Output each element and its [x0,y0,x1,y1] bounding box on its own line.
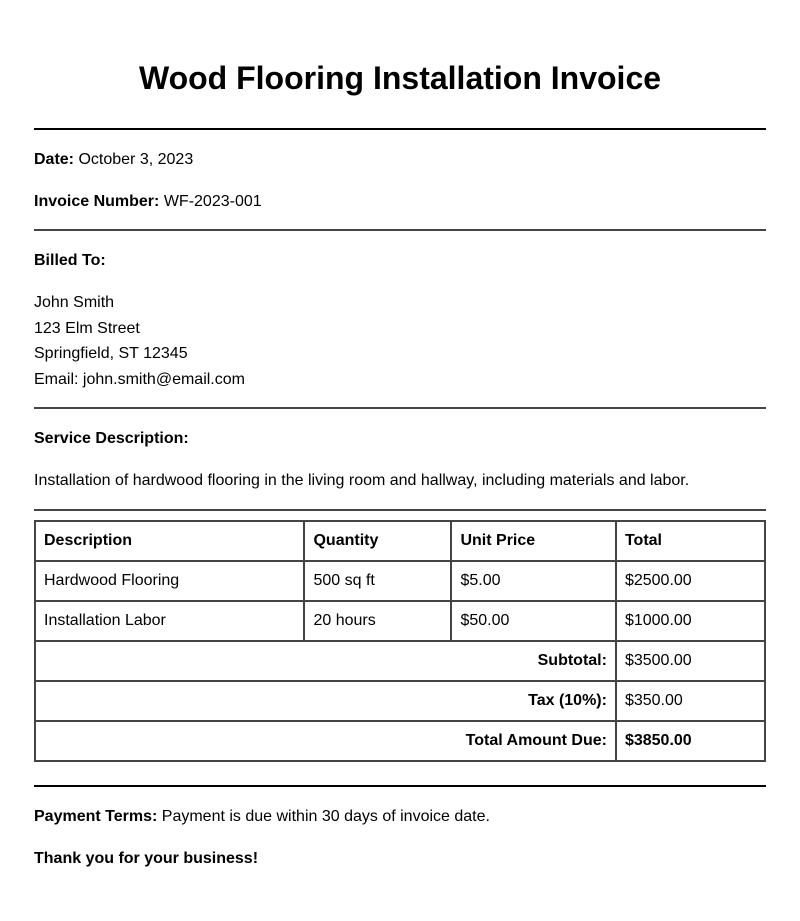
payment-terms-label: Payment Terms: [34,808,158,825]
billed-to-address [34,290,245,393]
column-header: Unit Price [451,521,615,561]
total-value: $3850.00 [616,721,765,761]
customer-city: Springfield, ST 12345 [34,345,188,363]
divider [34,128,766,130]
table-cell: $50.00 [451,601,615,641]
customer-name: John Smith [34,294,115,311]
divider [34,229,766,231]
service-description-text: Installation of hardwood flooring in the living room and hallway, including materials and labor. [34,472,690,489]
table-cell: $5.00 [451,561,615,601]
date-label: Date: [34,151,75,168]
table-cell: Hardwood Flooring [35,561,304,601]
total-label: Total Amount Due: [35,721,616,761]
table-cell: $2500.00 [616,561,765,601]
billed-to-label: Billed To: [34,252,106,269]
invoice-number-value: WF-2023-001 [163,193,262,210]
table-row [35,561,765,601]
tax-label: Tax (10%): [35,681,616,721]
divider [34,509,766,511]
table-header-row [35,521,765,561]
table-cell: $1000.00 [616,601,765,641]
table-row [35,601,765,641]
table-cell: 20 hours [304,601,451,641]
payment-terms-line [34,807,490,827]
payment-terms-value: Payment is due within 30 days of invoice date. [161,808,490,825]
divider [34,407,766,409]
subtotal-label: Subtotal: [35,641,616,681]
page-title: Wood Flooring Installation Invoice [138,60,662,96]
customer-email: Email: john.smith@email.com [34,371,245,389]
invoice-table [34,520,766,762]
invoice-number-label: Invoice Number: [34,193,160,210]
column-header: Quantity [304,521,451,561]
thank-you-note: Thank you for your business! [34,850,259,867]
subtotal-value: $3500.00 [616,641,765,681]
invoice-number-line [34,192,262,212]
table-cell: 500 sq ft [304,561,451,601]
column-header: Total [616,521,765,561]
tax-value: $350.00 [616,681,765,721]
column-header: Description [35,521,304,561]
total-row [35,721,765,761]
subtotal-row [35,641,765,681]
date-value: October 3, 2023 [78,151,194,168]
table-cell: Installation Labor [35,601,304,641]
divider [34,785,766,787]
date-line [34,150,193,170]
service-description-label: Service Description: [34,430,189,447]
tax-row [35,681,765,721]
customer-street: 123 Elm Street [34,319,140,337]
